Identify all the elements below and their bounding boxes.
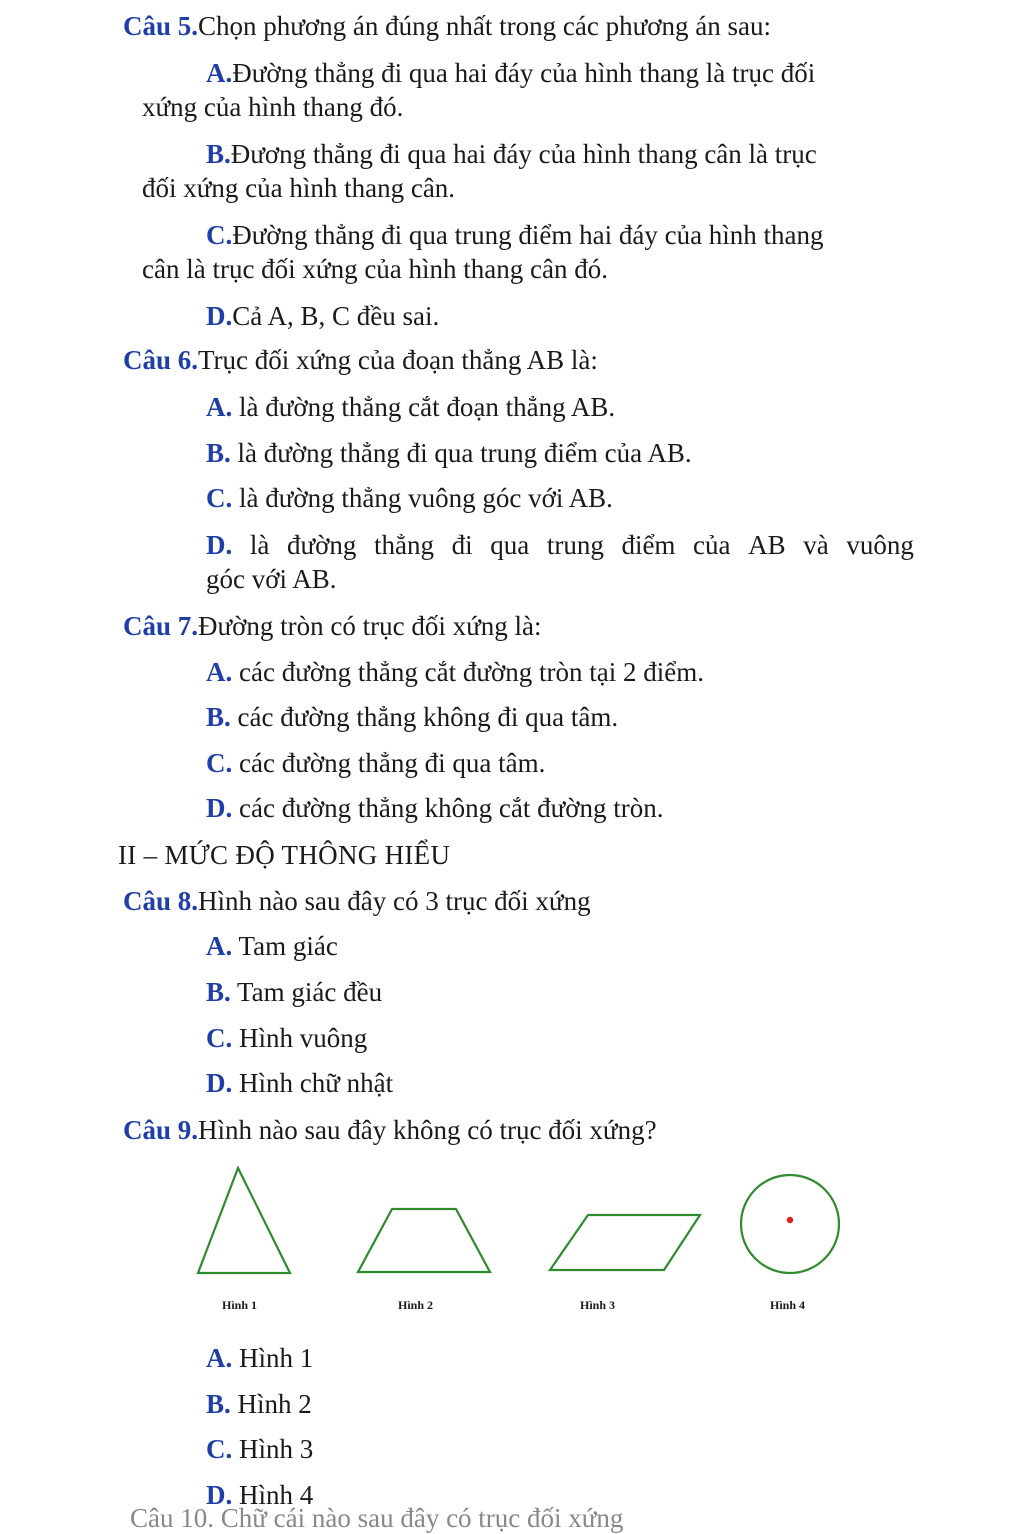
option-word: là [249, 530, 270, 560]
option-5b [206, 138, 817, 170]
question-text: Hình nào sau đây không có trục đối xứng? [198, 1115, 657, 1145]
option-word: đường [286, 530, 357, 560]
option-6c [206, 482, 613, 514]
caption-figure-4: Hình 4 [770, 1298, 806, 1312]
option-word: điểm [621, 530, 676, 560]
caption-figure-3: Hình 3 [580, 1298, 616, 1312]
caption-figure-2: Hình 2 [398, 1298, 434, 1312]
option-text: các đường thẳng không đi qua tâm. [237, 702, 619, 732]
option-label: A. [206, 931, 233, 961]
option-9b [206, 1388, 312, 1420]
question-9 [123, 1114, 657, 1146]
option-text: Hình vuông [239, 1023, 368, 1053]
option-text: Hình chữ nhật [239, 1068, 394, 1098]
option-5d [206, 300, 439, 332]
caption-figure-1: Hình 1 [222, 1298, 258, 1312]
option-word: trung [546, 530, 604, 560]
option-label: A. [206, 1343, 233, 1373]
option-5a [206, 57, 815, 89]
option-9c [206, 1433, 313, 1465]
question-label: Câu 6. [123, 345, 199, 375]
option-text: là đường thẳng cắt đoạn thẳng AB. [239, 392, 616, 422]
option-7d [206, 792, 663, 824]
option-text: là đường thẳng đi qua trung điểm của AB. [237, 438, 692, 468]
option-label: D. [206, 530, 233, 560]
option-label: D. [206, 301, 233, 331]
option-word: đi [451, 530, 473, 560]
option-word: qua [490, 530, 530, 560]
question-label: Câu 9. [123, 1115, 199, 1145]
option-text: là đường thẳng vuông góc với AB. [239, 483, 613, 513]
option-label: A. [206, 392, 233, 422]
circle-figure [741, 1175, 839, 1273]
question-8 [123, 885, 591, 917]
option-text: Đương thẳng đi qua hai đáy của hình thang cân là trục [230, 139, 817, 169]
question-label: Câu 7. [123, 611, 199, 641]
question-6 [123, 344, 598, 376]
option-8c [206, 1022, 367, 1054]
question-text: Trục đối xứng của đoạn thẳng AB là: [198, 345, 598, 375]
option-text: các đường thẳng đi qua tâm. [239, 748, 546, 778]
triangle-figure [198, 1168, 290, 1273]
option-label: C. [206, 1023, 233, 1053]
option-label: B. [206, 1389, 231, 1419]
option-6a [206, 391, 615, 423]
option-text: Hình 4 [239, 1480, 314, 1510]
option-label: B. [206, 438, 231, 468]
figures-row [0, 1160, 1024, 1290]
option-text: Hình 1 [239, 1343, 314, 1373]
option-label: B. [206, 702, 231, 732]
option-7b [206, 701, 618, 733]
option-text: Cả A, B, C đều sai. [232, 301, 440, 331]
option-label: B. [206, 977, 231, 1007]
option-word: và [803, 530, 829, 560]
option-label: A. [206, 58, 233, 88]
parallelogram-figure [550, 1215, 700, 1270]
option-7a [206, 656, 704, 688]
option-8b [206, 976, 382, 1008]
option-5c-cont: cân là trục đối xứng của hình thang cân đó. [142, 254, 608, 284]
option-text: Đường thẳng đi qua trung điểm hai đáy của hình thang [232, 220, 824, 250]
option-9a [206, 1342, 313, 1374]
option-word: thẳng [374, 530, 434, 560]
option-word: AB [748, 530, 786, 560]
question-text: Đường tròn có trục đối xứng là: [198, 611, 542, 641]
option-label: C. [206, 220, 233, 250]
question-text: Hình nào sau đây có 3 trục đối xứng [198, 886, 591, 916]
section-heading: II – MỨC ĐỘ THÔNG HIỂU [118, 840, 451, 870]
question-label: Câu 8. [123, 886, 199, 916]
option-8a [206, 930, 338, 962]
option-word: vuông [846, 530, 914, 560]
option-text: Tam giác [238, 931, 338, 961]
option-label: C. [206, 483, 233, 513]
option-text: Đường thẳng đi qua hai đáy của hình thang là trục đối [232, 58, 816, 88]
cut-off-text: Câu 10. Chữ cái nào sau đây có trục đối xứng [130, 1503, 624, 1533]
option-text: các đường thẳng cắt đường tròn tại 2 điểm. [239, 657, 704, 687]
option-text: Hình 3 [239, 1434, 314, 1464]
question-5 [123, 10, 771, 42]
option-label: C. [206, 1434, 233, 1464]
option-6b [206, 437, 692, 469]
option-text: các đường thẳng không cắt đường tròn. [239, 793, 664, 823]
question-text: Chọn phương án đúng nhất trong các phương án sau: [198, 11, 771, 41]
option-text: Tam giác đều [237, 977, 383, 1007]
option-text: Hình 2 [237, 1389, 312, 1419]
cut-off-next-line [130, 1503, 750, 1533]
option-label: A. [206, 657, 233, 687]
option-8d [206, 1067, 393, 1099]
question-label: Câu 5. [123, 11, 199, 41]
option-7c [206, 747, 545, 779]
option-6d-cont: góc với AB. [206, 564, 337, 594]
option-6d [206, 529, 914, 561]
question-7 [123, 610, 542, 642]
trapezoid-figure [358, 1209, 490, 1272]
option-label: B. [206, 139, 231, 169]
option-label: D. [206, 793, 233, 823]
option-5b-cont: đối xứng của hình thang cân. [142, 173, 456, 203]
option-label: C. [206, 748, 233, 778]
option-word: của [693, 530, 731, 560]
circle-center-dot [787, 1217, 793, 1223]
option-5c [206, 219, 824, 251]
option-label: D. [206, 1480, 233, 1510]
option-5a-cont: xứng của hình thang đó. [142, 92, 404, 122]
option-label: D. [206, 1068, 233, 1098]
